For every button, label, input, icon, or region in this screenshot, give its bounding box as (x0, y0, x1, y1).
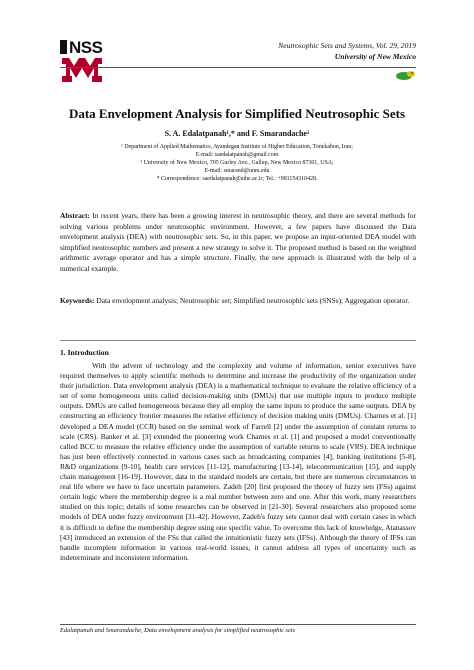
abstract (60, 211, 416, 275)
introduction-text: With the advent of technology and the complexity and volume of information, senior executives have required themselves to apply scientific methods to determine and increase the productivity of the organization under their jurisdiction. Data envelopment analysis (DEA) is a mathematical technique to evaluate the relative efficiency of a set of some homogeneous units called decision-making units (DMUs) that use multiple inputs to produce multiple outputs. DMUs are called homogeneous because they all employ the same inputs to produce the same outputs. DEA by constructing an efficiency frontier measures the relative efficiency of decision making units (DMUs). Charnes et al. [1] developed a DEA model (CCR) based on the seminal work of Farrell [2] under the assumption of constant returns to scale (CRS). Banker et al. [3] extended the pioneering work Charnes et al. [1] and proposed a model conventionally called BCC to measure the relative efficiency under the assumption of variable returns to scale (VRS). DEA technique has just been effectively connected in various cases such as broadcasting companies [4], banking institutions [5-8], R&D organizations [9-10], health care services [11-12], manufacturing [13-14], telecommunication [15], and supply chain management [16-19]. However, data in the standard models are certain, but there are numerous circumstances in real life where we have to face uncertain parameters. Zadeh [20] first proposed the theory of fuzzy sets (FSs) against certain logic where the membership degree is a real number between zero and one. After this work, many researchers studied on this topic; details of some researches can be observed in [21-30]. Several researchers also proposed some models of DEA under fuzzy environment [31-42]. However, Zadeh's fuzzy sets cannot deal with certain cases in which it is difficult to define the membership degree using one specific value. To overcome this lack of knowledge, Atanassov [43] introduced an extension of the FSs that called the intuitionistic fuzzy sets (IFSs). Although the theory of IFSs can handle incomplete information in various real-world issues, it cannot address all types of uncertainty such as indeterminate and inconsistent information. (60, 361, 416, 562)
paper-title: Data Envelopment Analysis for Simplified Neutrosophic Sets (68, 106, 406, 121)
university-name: University of New Mexico (334, 52, 416, 61)
logo-bar (60, 40, 67, 54)
section-divider (60, 340, 416, 341)
affiliation-line: * Correspondence: saedalatpanah@aihe.ac.ir; Tel.: +981154310428. (156, 176, 318, 182)
section-title: 1. Introduction (60, 348, 109, 357)
page-footer: Edalatpanah and Smarandache, Data envelopment analysis for simplified neutrosophic sets (60, 627, 296, 634)
journal-name: Neutrosophic Sets and Systems, Vol. 29, 2019 (278, 41, 416, 50)
affiliation-line: E-mail: saedalatpanah@gmail.com (195, 152, 279, 158)
journal-header (278, 40, 416, 62)
affiliation-line: E-mail: smarand@unm.edu (204, 168, 270, 174)
logo-text: NSS (69, 38, 103, 57)
affiliation-line: ¹ Department of Applied Mathematics, Ayandegan Institute of Higher Education, Tonekabon, Iran; (121, 144, 353, 150)
affiliation-line: ² University of New Mexico, 705 Gurley Ave., Gallup, New Mexico 87301, USA; (140, 160, 334, 166)
paper-authors: S. A. Edalatpanah¹,* and F. Smarandache² (164, 129, 310, 138)
abstract-label: Abstract: (60, 211, 90, 220)
unm-logo-icon (62, 58, 102, 82)
abstract-text: In recent years, there has been a growing interest in neutrosophic theory, and there are several methods for solving various problems under neutrosophic environment. However, a few papers have discussed the Data envelopment analysis (DEA) with neutrosophic sets. So, in this paper, we propose an input-oriented DEA model with simplified neutrosophic numbers and present a new strategy to solve it. The proposed method is based on the weighted arithmetic average operator and has a simple structure. Finally, the new approach is illustrated with the help of a numerical example. (60, 211, 416, 273)
keywords-label: Keywords: (60, 296, 95, 305)
keywords-text: Data envelopment analysis; Neutrosophic set; Simplified neutrosophic sets (SNSs); Aggregation operator. (96, 296, 410, 305)
affiliations (0, 143, 474, 183)
keywords (60, 296, 416, 307)
header-divider (60, 67, 416, 68)
journal-logo (60, 38, 106, 84)
footer-divider (60, 624, 416, 625)
bird-icon (394, 69, 416, 81)
